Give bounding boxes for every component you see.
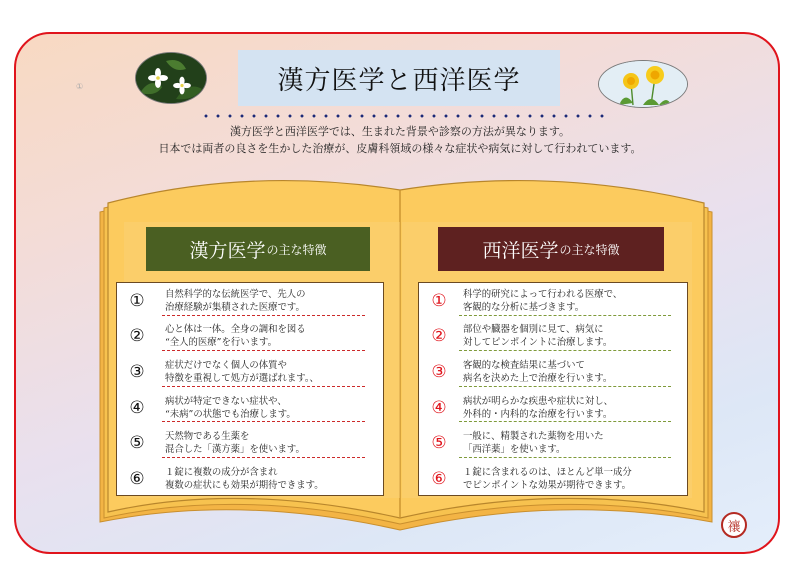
item-text: 病状が明らかな疾患や症状に対し、 bbox=[463, 395, 614, 407]
item-text: 治療経験が集積された医療です。 bbox=[165, 301, 305, 313]
kampo-feature-list bbox=[116, 282, 384, 496]
list-item bbox=[117, 390, 383, 426]
item-text: でピンポイントな効果が期待できます。 bbox=[463, 479, 632, 491]
item-number: ④ bbox=[129, 397, 145, 418]
item-number: ⑥ bbox=[129, 468, 145, 489]
item-text: 混合した「漢方薬」を使います。 bbox=[165, 444, 305, 456]
list-item bbox=[117, 354, 383, 390]
list-item bbox=[117, 461, 383, 497]
list-item bbox=[419, 354, 687, 390]
kampo-header-title: 漢方医学 bbox=[189, 239, 266, 262]
item-text: 天然物である生薬を bbox=[165, 431, 250, 443]
item-number: ⑥ bbox=[431, 468, 447, 489]
item-text: 特徴を重視して処方が選ばれます。、 bbox=[165, 372, 319, 384]
item-text: “未病”の状態でも治療します。 bbox=[165, 408, 296, 420]
item-text: １錠に複数の成分が含まれ bbox=[165, 466, 278, 478]
western-header-subtitle: の主な特徴 bbox=[559, 242, 620, 257]
item-text: 病名を決めた上で治療を行います。 bbox=[463, 372, 613, 384]
seal-stamp-icon bbox=[721, 512, 747, 538]
item-text: 部位や臓器を個別に見て、病気に bbox=[463, 324, 604, 336]
item-text: “全人的医療”を行います。 bbox=[165, 337, 277, 349]
item-text: 外科的・内科的な治療を行います。 bbox=[463, 408, 613, 420]
list-item bbox=[419, 283, 687, 319]
item-number: ③ bbox=[129, 361, 145, 382]
item-text: 客観的な分析に基づきます。 bbox=[463, 301, 585, 313]
item-text: 一般に、精製された薬物を用いた bbox=[463, 431, 604, 443]
item-text: 対してピンポイントに治療します。 bbox=[463, 337, 613, 349]
item-number: ② bbox=[431, 326, 447, 347]
item-number: ① bbox=[431, 290, 447, 311]
page-title: 漢方医学と西洋医学 bbox=[277, 65, 521, 96]
western-header-title: 西洋医学 bbox=[482, 239, 559, 262]
item-text: 病状が特定できない症状や、 bbox=[165, 395, 287, 407]
item-number: ① bbox=[129, 290, 145, 311]
item-number: ⑤ bbox=[431, 433, 447, 454]
small-mark: ① bbox=[76, 82, 84, 91]
item-number: ② bbox=[129, 326, 145, 347]
item-text: 「西洋薬」を使います。 bbox=[463, 444, 566, 456]
intro-line: 日本では両者の良さを生かした治療が、皮膚科領域の様々な症状や病気に対して行われています。 bbox=[158, 142, 642, 155]
item-number: ③ bbox=[431, 361, 447, 382]
intro-line: 漢方医学と西洋医学では、生まれた背景や診察の方法が異なります。 bbox=[229, 125, 571, 138]
seal-character: 禳 bbox=[727, 519, 741, 535]
list-item bbox=[117, 425, 383, 461]
item-text: 科学的研究によって行われる医療で、 bbox=[463, 288, 623, 300]
list-item bbox=[419, 319, 687, 355]
item-text: 自然科学的な伝統医学で、先人の bbox=[165, 288, 306, 300]
list-item bbox=[419, 461, 687, 497]
western-feature-list bbox=[418, 282, 688, 496]
list-item bbox=[117, 283, 383, 319]
kampo-header-subtitle: の主な特徴 bbox=[266, 242, 327, 257]
item-text: 心と体は一体。全身の調和を図る bbox=[165, 324, 306, 336]
item-text: 客観的な検査結果に基づいて bbox=[463, 359, 585, 371]
item-number: ⑤ bbox=[129, 433, 145, 454]
item-number: ④ bbox=[431, 397, 447, 418]
list-item bbox=[117, 319, 383, 355]
item-text: 複数の症状にも効果が期待できます。 bbox=[165, 479, 324, 491]
kampo-header bbox=[146, 227, 370, 271]
item-text: １錠に含まれるのは、ほとんど単一成分 bbox=[463, 466, 632, 478]
list-item bbox=[419, 390, 687, 426]
list-item bbox=[419, 425, 687, 461]
western-header bbox=[438, 227, 664, 271]
item-text: 症状だけでなく個人の体質や bbox=[165, 359, 287, 371]
